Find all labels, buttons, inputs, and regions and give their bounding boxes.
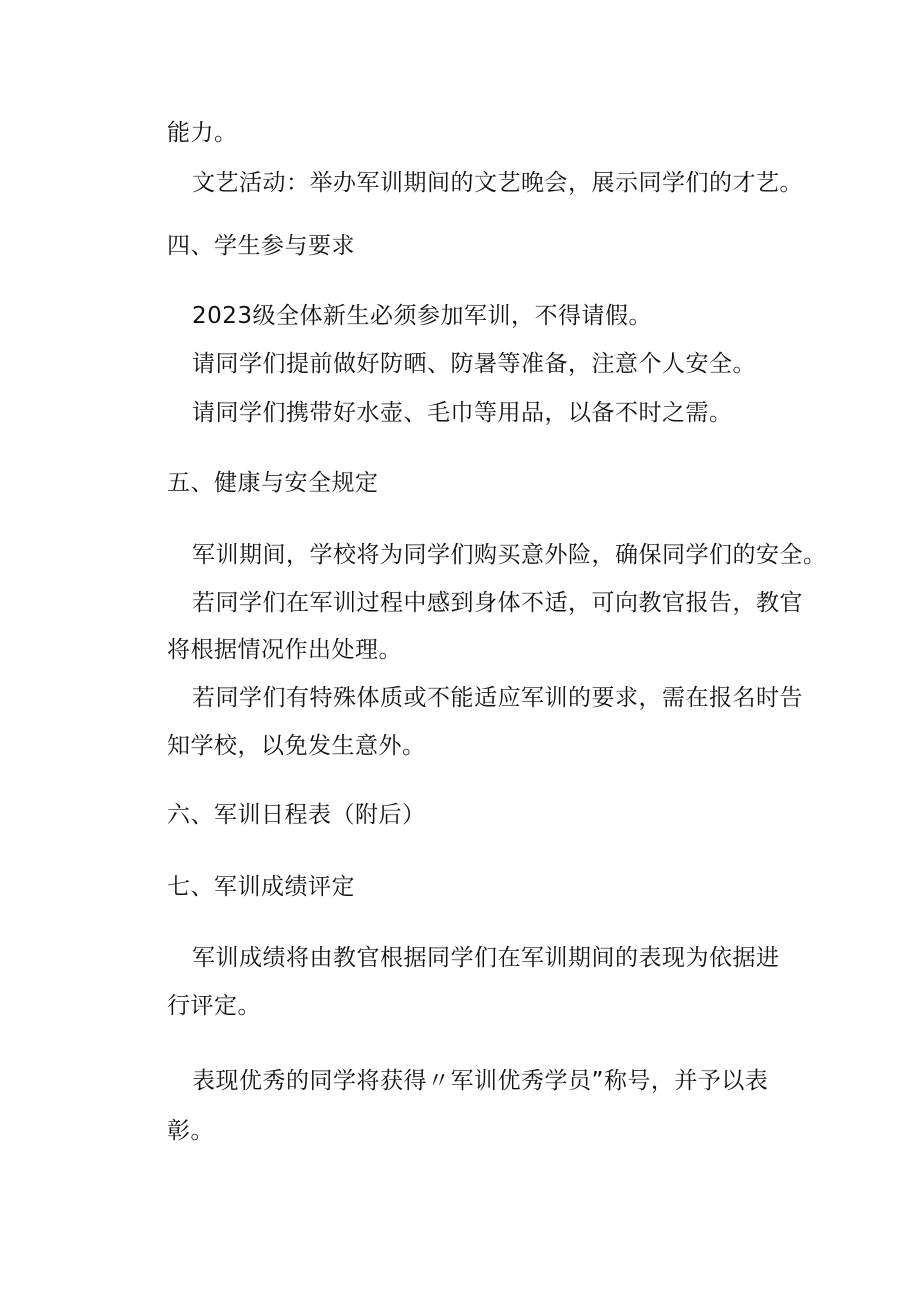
paragraph-attendance: 2023级全体新生必须参加军训，不得请假。 [192, 303, 653, 329]
paragraph-honor-cont: 彰。 [167, 1118, 214, 1144]
paragraph-arts-activity: 文艺活动：举办军训期间的文艺晚会，展示同学们的才艺。 [192, 170, 803, 196]
paragraph-grading: 军训成绩将由教官根据同学们在军训期间的表现为依据进 [192, 945, 780, 971]
paragraph-honor: 表现优秀的同学将获得〃军训优秀学员”称号，并予以表 [192, 1068, 769, 1094]
paragraph-grading-cont: 行评定。 [167, 993, 261, 1019]
paragraph-discomfort-cont: 将根据情况作出处理。 [167, 637, 402, 663]
section-heading-5: 五、健康与安全规定 [167, 470, 379, 496]
section-heading-4: 四、学生参与要求 [167, 233, 355, 259]
paragraph-sun-protection: 请同学们提前做好防晒、防暑等准备，注意个人安全。 [192, 351, 756, 377]
paragraph-special-constitution-cont: 知学校，以免发生意外。 [167, 733, 426, 759]
section-heading-7: 七、军训成绩评定 [167, 874, 355, 900]
paragraph-insurance: 军训期间，学校将为同学们购买意外险，确保同学们的安全。 [192, 542, 827, 568]
paragraph-discomfort: 若同学们在军训过程中感到身体不适，可向教官报告，教官 [192, 590, 803, 616]
section-heading-6: 六、军训日程表（附后） [167, 802, 426, 828]
paragraph-special-constitution: 若同学们有特殊体质或不能适应军训的要求，需在报名时告 [192, 685, 803, 711]
paragraph-continuation: 能力。 [167, 120, 238, 146]
paragraph-supplies: 请同学们携带好水壶、毛巾等用品，以备不时之需。 [192, 400, 733, 426]
